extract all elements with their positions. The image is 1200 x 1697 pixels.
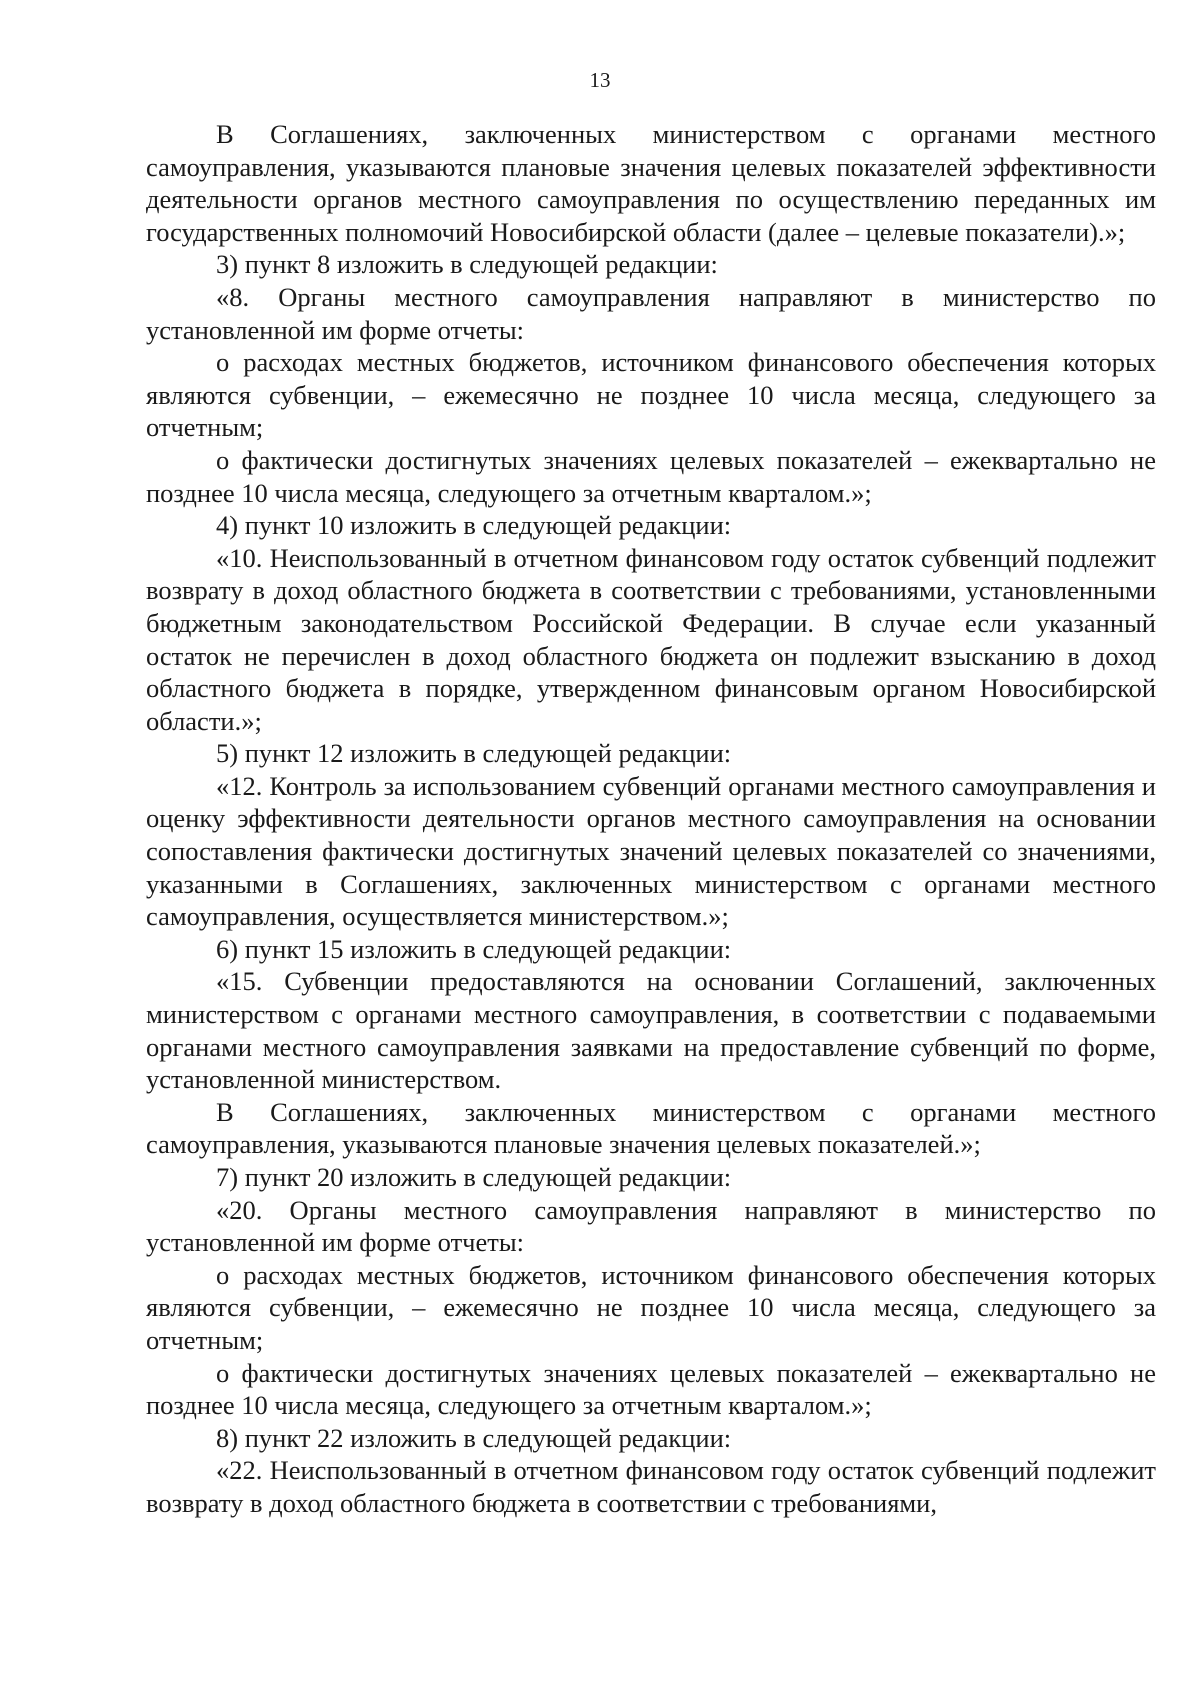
paragraph-clause-20-expense-report: о расходах местных бюджетов, источником финансового обеспечения которых являются субвенции, – ежемесячно не позднее 10 числа месяца, следующего за отчетным; bbox=[146, 1259, 1156, 1355]
document-body bbox=[146, 118, 1156, 1520]
paragraph-amendment-item-4: 4) пункт 10 изложить в следующей редакции: bbox=[216, 510, 732, 541]
page-number: 13 bbox=[589, 68, 611, 92]
paragraph-amendment-item-6: 6) пункт 15 изложить в следующей редакции: bbox=[216, 933, 732, 964]
paragraph-clause-20: «20. Органы местного самоуправления направляют в министерство по установленной им форме отчеты: bbox=[146, 1194, 1156, 1258]
paragraph-clause-15-target-values: В Соглашениях, заключенных министерством с органами местного самоуправления, указываются плановые значения целевых показателей.»; bbox=[146, 1096, 1156, 1160]
paragraph-agreements-target-values: В Соглашениях, заключенных министерством с органами местного самоуправления, указываются плановые значения целевых показателей эффективности деятельности органов местного самоуправления по осуществлению переданных им государственных полномочий Новосибирской области (далее – целевые показатели).»; bbox=[146, 119, 1156, 247]
paragraph-clause-20-indicator-report: о фактически достигнутых значениях целевых показателей – ежеквартально не позднее 10 числа месяца, следующего за отчетным кварталом.»; bbox=[146, 1357, 1156, 1421]
paragraph-clause-8-expense-report: о расходах местных бюджетов, источником финансового обеспечения которых являются субвенции, – ежемесячно не позднее 10 числа месяца, следующего за отчетным; bbox=[146, 347, 1156, 443]
paragraph-amendment-item-8: 8) пункт 22 изложить в следующей редакции: bbox=[216, 1422, 732, 1453]
paragraph-clause-8-indicator-report: о фактически достигнутых значениях целевых показателей – ежеквартально не позднее 10 числа месяца, следующего за отчетным кварталом.»; bbox=[146, 444, 1156, 508]
paragraph-clause-12: «12. Контроль за использованием субвенций органами местного самоуправления и оценку эффективности деятельности органов местного самоуправления на основании сопоставления фактически достигнутых значений целевых показателей со значениями, указанными в Соглашениях, заключенных министерством с органами местного самоуправления, осуществляется министерством.»; bbox=[146, 770, 1156, 932]
paragraph-amendment-item-5: 5) пункт 12 изложить в следующей редакции: bbox=[216, 738, 732, 769]
paragraph-clause-8: «8. Органы местного самоуправления направляют в министерство по установленной им форме отчеты: bbox=[146, 281, 1156, 345]
paragraph-clause-15: «15. Субвенции предоставляются на основании Соглашений, заключенных министерством с органами местного самоуправления, в соответствии с подаваемыми органами местного самоуправления заявками на предоставление субвенций по форме, установленной министерством. bbox=[146, 966, 1156, 1095]
paragraph-amendment-item-3: 3) пункт 8 изложить в следующей редакции: bbox=[216, 249, 718, 280]
paragraph-clause-10: «10. Неиспользованный в отчетном финансовом году остаток субвенций подлежит возврату в доход областного бюджета в соответствии с требованиями, установленными бюджетным законодательством Российской Федерации. В случае если указанный остаток не перечислен в доход областного бюджета он подлежит взысканию в доход областного бюджета в порядке, утвержденном финансовым органом Новосибирской области.»; bbox=[146, 542, 1156, 736]
paragraph-clause-22: «22. Неиспользованный в отчетном финансовом году остаток субвенций подлежит возврату в доход областного бюджета в соответствии с требованиями, bbox=[146, 1455, 1156, 1518]
paragraph-amendment-item-7: 7) пункт 20 изложить в следующей редакции: bbox=[216, 1162, 732, 1192]
